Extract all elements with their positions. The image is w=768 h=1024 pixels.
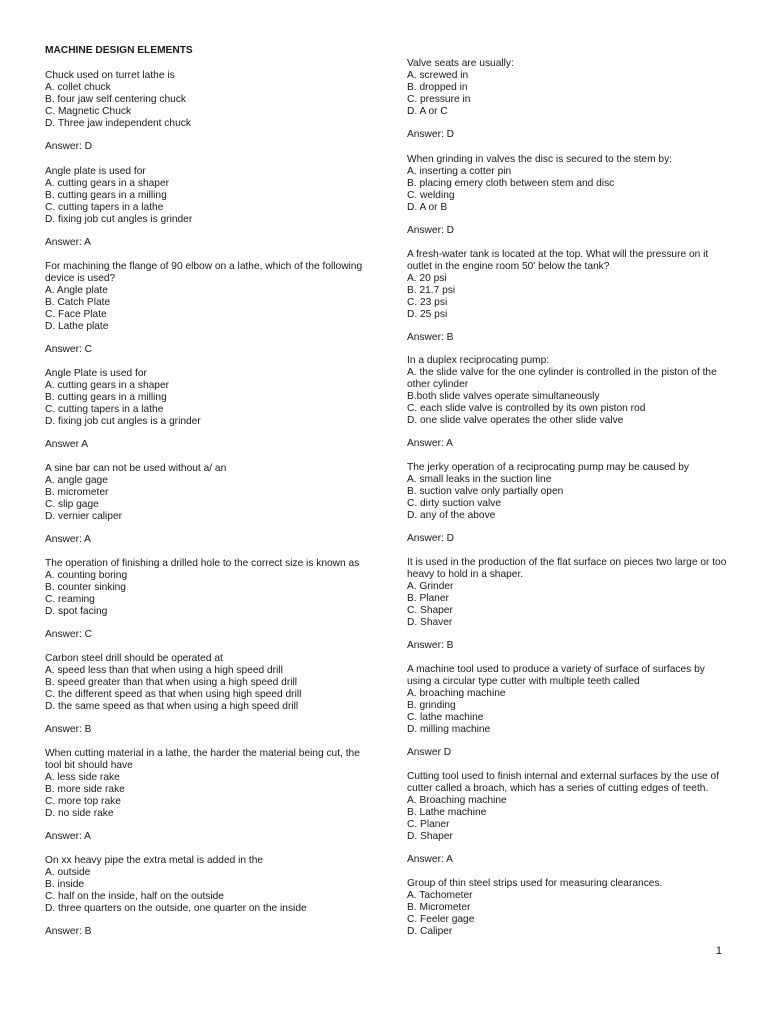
question-block [407,771,725,866]
answer-text: Answer: B [45,724,92,736]
question-line: A. angle gage [45,474,108,486]
question-block [407,249,725,344]
question-line: C. lathe machine [407,711,484,723]
question-line: B. speed greater than that when using a high speed drill [45,676,298,688]
question-line: tool bit should have [45,759,133,771]
question-block [45,70,363,153]
question-text: Angle plate is used for [45,166,146,177]
question-text: It is used in the production of the flat surface on pieces two large or too [407,557,727,568]
answer-text: Answer: D [407,533,454,545]
question-block [45,748,363,843]
question-line: B. Lathe machine [407,806,487,818]
question-line: B. four jaw self centering chuck [45,93,186,105]
question-line: using a circular type cutter with multiple teeth called [407,675,640,687]
question-block [407,355,725,450]
question-line: A. Broaching machine [407,794,507,806]
question-block [45,463,363,546]
question-line: C. cutting tapers in a lathe [45,201,164,213]
question-line: device is used? [45,272,116,284]
question-line: D. one slide valve operates the other slide valve [407,414,624,426]
question-line: C. Shaper [407,604,453,616]
question-block [407,878,725,938]
question-line: B. Planer [407,592,449,604]
question-line: D. milling machine [407,723,491,735]
question-text: The operation of finishing a drilled hole to the correct size is known as [45,558,360,569]
question-line: B. more side rake [45,783,125,795]
answer-text: Answer: A [45,534,91,546]
answer-text: Answer: C [45,344,92,356]
question-text: When grinding in valves the disc is secured to the stem by: [407,154,673,165]
question-line: C. Planer [407,818,450,830]
question-line: B. Micrometer [407,901,471,913]
question-block [45,653,363,736]
question-line: C. the different speed as that when using high speed drill [45,688,302,700]
question-block [45,558,363,641]
question-line: D. three quarters on the outside, one quarter on the inside [45,902,307,914]
question-line: C. pressure in [407,93,471,105]
question-line: D. fixing job cut angles is a grinder [45,415,201,427]
question-text: Cutting tool used to finish internal and external surfaces by the use of [407,771,720,782]
question-text: Angle Plate is used for [45,368,147,379]
question-line: B. 21.7 psi [407,284,456,296]
question-text: For machining the flange of 90 elbow on a lathe, which of the following [45,261,363,272]
question-line: A. 20 psi [407,272,447,284]
question-text: The jerky operation of a reciprocating pump may be caused by [407,462,690,473]
question-text: Chuck used on turret lathe is [45,70,175,81]
question-line: D. Shaper [407,830,453,842]
question-line: A. outside [45,866,91,878]
question-line: D. Caliper [407,925,453,937]
answer-text: Answer: C [45,629,92,641]
question-line: D. fixing job cut angles is grinder [45,213,193,225]
answer-text: Answer: A [45,831,91,843]
question-line: C. reaming [45,593,95,605]
question-block [407,58,725,141]
question-line: C. each slide valve is controlled by its own piston rod [407,402,646,414]
question-text: A sine bar can not be used without a/ an [45,463,227,474]
question-text: Group of thin steel strips used for measuring clearances. [407,878,663,889]
question-line: D. spot facing [45,605,108,617]
question-text: On xx heavy pipe the extra metal is added in the [45,855,264,866]
question-line: heavy to hold in a shaper. [407,568,524,580]
question-line: A. screwed in [407,69,469,81]
question-line: B.both slide valves operate simultaneously [407,390,600,402]
page-number: 1 [715,945,722,957]
question-line: C. slip gage [45,498,99,510]
question-text: A machine tool used to produce a variety of surface of surfaces by [407,664,705,675]
question-line: A. less side rake [45,771,120,783]
question-line: B. placing emery cloth between stem and disc [407,177,615,189]
question-line: B. cutting gears in a milling [45,189,167,201]
question-block [45,855,363,938]
answer-text: Answer: D [45,141,92,153]
question-line: C. 23 psi [407,296,448,308]
answer-text: Answer A [45,439,89,451]
question-line: A. Angle plate [45,284,108,296]
question-line: A. cutting gears in a shaper [45,177,170,189]
question-line: C. Magnetic Chuck [45,105,132,117]
question-block [407,154,725,237]
question-line: B. dropped in [407,81,468,93]
question-line: outlet in the engine room 50' below the tank? [407,260,610,272]
question-line: B. suction valve only partially open [407,485,564,497]
question-text: Carbon steel drill should be operated at [45,653,223,664]
question-line: A. speed less than that when using a high speed drill [45,664,283,676]
question-text: When cutting material in a lathe, the harder the material being cut, the [45,748,360,759]
question-block [45,261,363,356]
question-block [45,368,363,451]
question-line: D. vernier caliper [45,510,122,522]
answer-text: Answer D [407,747,452,759]
question-line: D. Three jaw independent chuck [45,117,191,129]
question-line: B. grinding [407,699,456,711]
question-line: C. half on the inside, half on the outside [45,890,224,902]
question-text: Valve seats are usually: [407,58,514,69]
question-line: A. Tachometer [407,889,473,901]
question-line: B. Catch Plate [45,296,111,308]
page-title: MACHINE DESIGN ELEMENTS [45,45,193,56]
question-line: C. more top rake [45,795,121,807]
question-line: D. 25 psi [407,308,448,320]
question-line: A. inserting a cotter pin [407,165,512,177]
question-text: In a duplex reciprocating pump: [407,355,550,366]
question-block [45,166,363,249]
question-line: A. cutting gears in a shaper [45,379,170,391]
answer-text: Answer: B [407,640,454,652]
question-line: other cylinder [407,378,469,390]
question-line: D. A or C [407,105,448,117]
answer-text: Answer: A [45,237,91,249]
answer-text: Answer: B [407,332,454,344]
question-line: A. the slide valve for the one cylinder is controlled in the piston of the [407,366,717,378]
answer-text: Answer: D [407,129,454,141]
answer-text: Answer: A [407,438,453,450]
question-block [407,664,725,759]
question-block [407,462,725,545]
question-line: D. any of the above [407,509,496,521]
question-line: B. counter sinking [45,581,126,593]
question-line: C. Face Plate [45,308,107,320]
question-text: A fresh-water tank is located at the top. What will the pressure on it [407,249,709,260]
question-line: B. cutting gears in a milling [45,391,167,403]
question-line: A. collet chuck [45,81,111,93]
answer-text: Answer: A [407,854,453,866]
question-line: cutter called a broach, which has a series of cutting edges of teeth. [407,782,709,794]
question-line: A. Grinder [407,580,454,592]
question-line: C. cutting tapers in a lathe [45,403,164,415]
question-line: D. A or B [407,201,448,213]
question-line: A. broaching machine [407,687,506,699]
question-line: D. no side rake [45,807,114,819]
question-line: B. inside [45,878,85,890]
question-line: A. counting boring [45,569,128,581]
answer-text: Answer: D [407,225,454,237]
question-block [407,557,725,652]
question-line: D. Shaver [407,616,453,628]
question-line: B. micrometer [45,486,109,498]
question-line: C. dirty suction valve [407,497,501,509]
question-line: D. the same speed as that when using a high speed drill [45,700,299,712]
question-line: C. Feeler gage [407,913,475,925]
question-line: A. small leaks in the suction line [407,473,552,485]
answer-text: Answer: B [45,926,92,938]
question-line: C. welding [407,189,455,201]
question-line: D. Lathe plate [45,320,109,332]
